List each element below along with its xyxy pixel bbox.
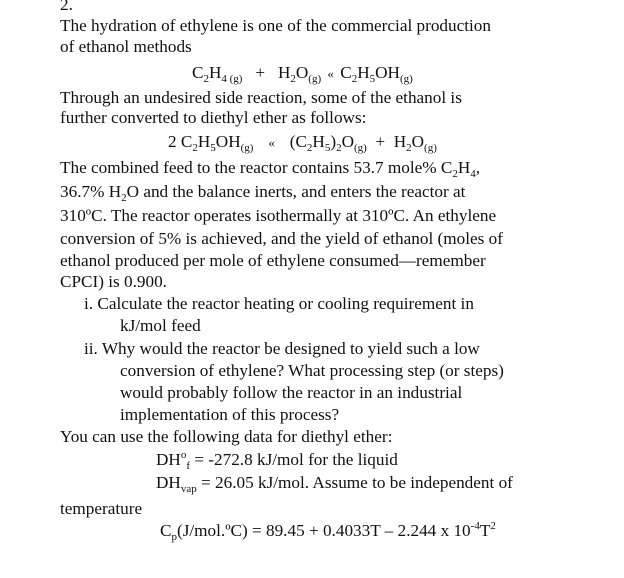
feed-line-4: conversion of 5% is achieved, and the yield of ethanol (moles of bbox=[60, 229, 503, 248]
equilibrium-arrow: « bbox=[268, 135, 275, 150]
enthalpy-formation: $DH^o_f = -272.8$ kJ/mol for the liquid bbox=[156, 449, 398, 472]
question-2-line-1: ii. Why would the reactor be designed to yield such a low bbox=[84, 339, 480, 358]
intro-line-1: The hydration of ethylene is one of the commercial production bbox=[60, 16, 491, 35]
feed-line-1: The combined feed to the reactor contains 53.7 mole% $C_2H_4$, bbox=[60, 158, 481, 180]
intro-line-2: of ethanol methods bbox=[60, 37, 192, 56]
diethyl-ether-formula: $(C_2H_5)_2O_{(g)}$ bbox=[289, 132, 367, 154]
water-product: $H_2O_{(g)}$ bbox=[393, 132, 437, 154]
water-formula: $H_2O_{(g)}$ bbox=[277, 63, 322, 85]
ether-equation bbox=[168, 131, 437, 153]
ethanol-reactant: 2 $C_2H_5OH_{(g)}$ bbox=[168, 132, 254, 154]
heat-capacity-equation: $C_p(J/mol.ºC) = 89.45 + 0.4033T - 2.244$ x $10^{-4}T^2$ bbox=[160, 520, 496, 543]
problem-number: 2. bbox=[60, 0, 73, 14]
question-2-line-4: implementation of this process? bbox=[120, 405, 340, 424]
question-1-line-1: i. Calculate the reactor heating or cooling requirement in bbox=[84, 294, 474, 313]
plus-sign: + bbox=[375, 132, 386, 151]
feed-line-6: CPCI) is 0.900. bbox=[60, 272, 167, 291]
data-intro: You can use the following data for diethyl ether: bbox=[60, 427, 393, 446]
side-reaction-line-1: Through an undesired side reaction, some of the ethanol is bbox=[60, 88, 462, 107]
feed-line-5: ethanol produced per mole of ethylene consumed—remember bbox=[60, 251, 486, 270]
plus-sign: + bbox=[255, 63, 266, 82]
feed-line-3: 310ºC. The reactor operates isothermally at 310ºC. An ethylene bbox=[60, 206, 497, 225]
feed-line-2: 36.7% $H_2O$ and the balance inerts, and enters the reactor at bbox=[60, 182, 466, 204]
equilibrium-arrow: « bbox=[327, 66, 334, 81]
temperature-word: temperature bbox=[60, 499, 143, 518]
enthalpy-vaporization: $DH_{vap} = 26.05$ kJ/mol. Assume to be independent of bbox=[156, 473, 513, 495]
question-1-line-2: kJ/mol feed bbox=[120, 316, 201, 335]
side-reaction-line-2: further converted to diethyl ether as follows: bbox=[60, 108, 367, 127]
question-2-line-2: conversion of ethylene? What processing step (or steps) bbox=[120, 361, 504, 380]
hydration-equation bbox=[192, 62, 413, 84]
ethanol-formula: $C_2H_5OH_{(g)}$ bbox=[340, 63, 413, 85]
ethylene-formula: $C_2H_{4 (g)}$ bbox=[192, 63, 243, 85]
question-2-line-3: would probably follow the reactor in an industrial bbox=[120, 383, 463, 402]
